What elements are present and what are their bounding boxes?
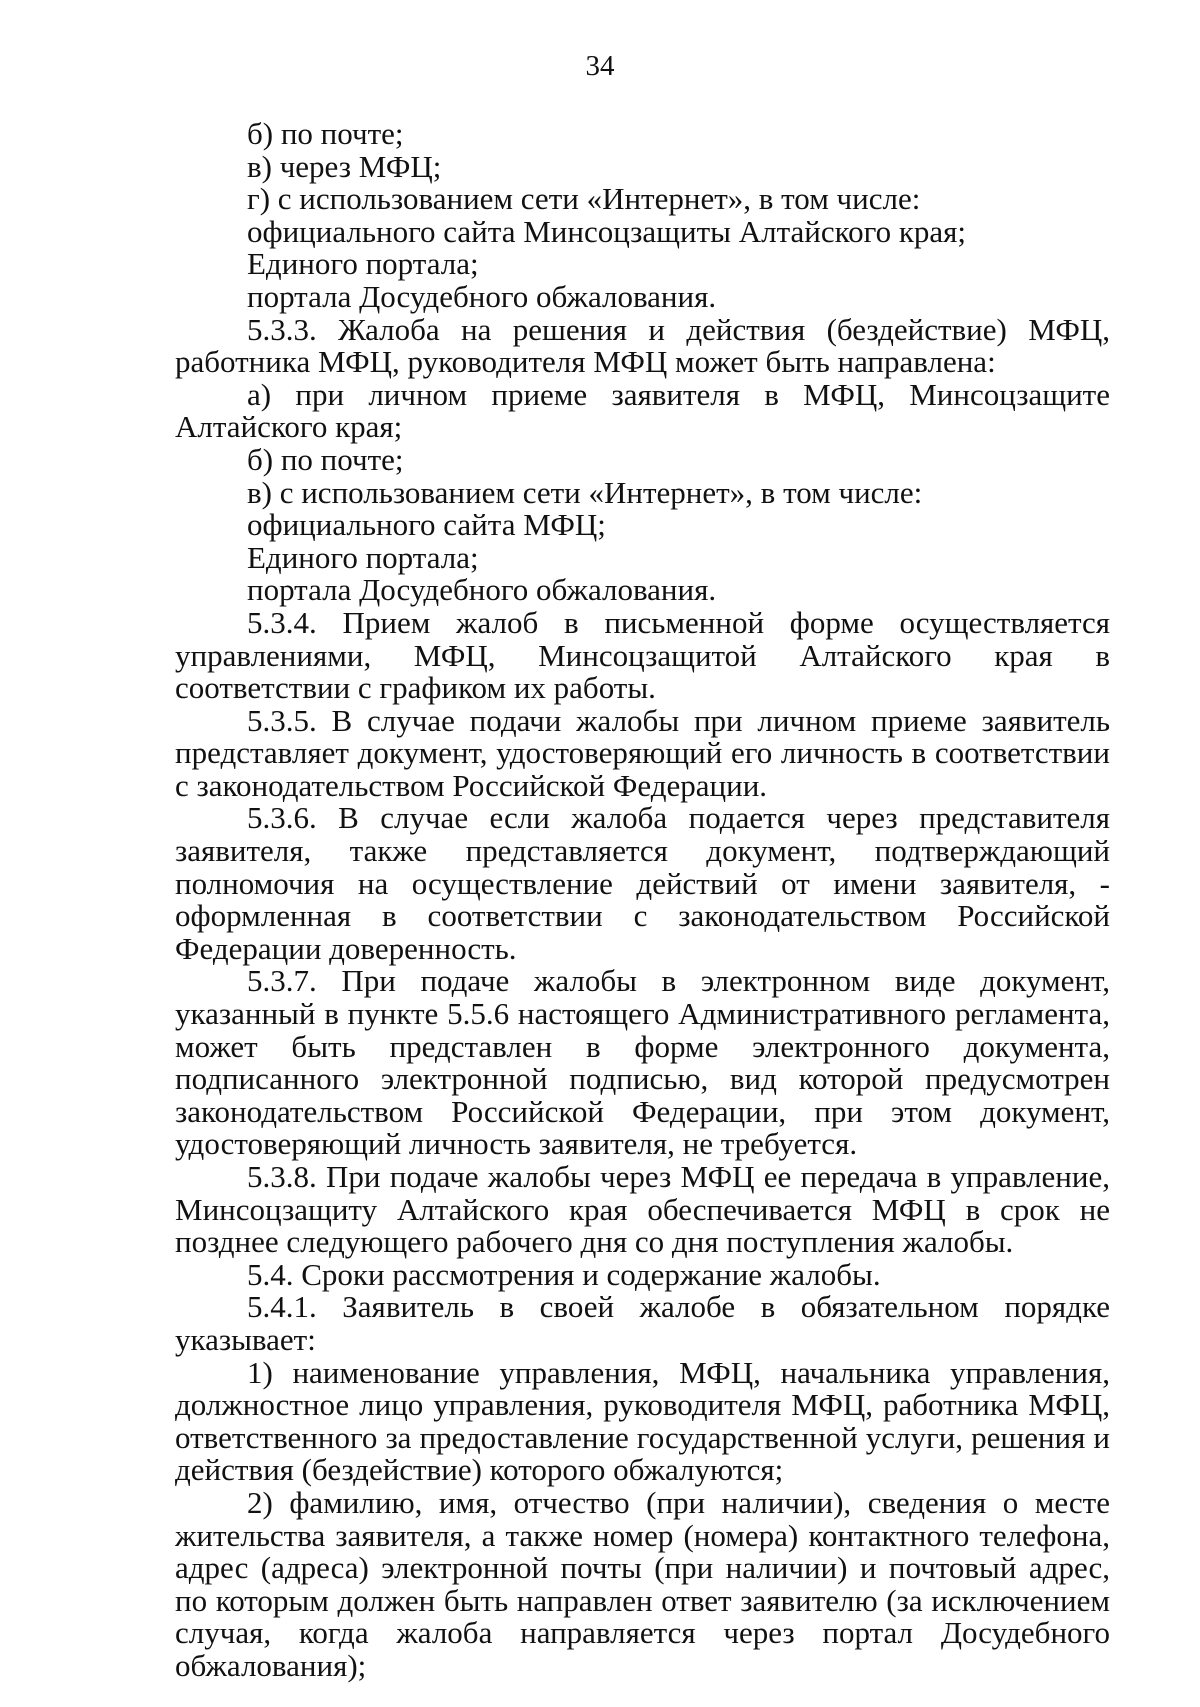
section-5-4-heading: 5.4. Сроки рассмотрения и содержание жалобы. xyxy=(247,1256,881,1292)
list-item-unified-portal-2: Единого портала; xyxy=(247,539,479,575)
list-item-internet: г) с использованием сети «Интернет», в том числе: xyxy=(247,181,921,217)
list-item-mfc: в) через МФЦ; xyxy=(247,148,442,184)
clause-5-3-8: 5.3.8. При подаче жалобы через МФЦ ее передача в управление, Минсоцзащиту Алтайского края обеспечивается МФЦ в срок не позднее следующего рабочего дня со дня поступления жалобы. xyxy=(175,1159,1110,1260)
list-item-post-2: б) по почте; xyxy=(247,441,404,477)
list-item-1: 1) наименование управления, МФЦ, начальника управления, должностное лицо управления, руководителя МФЦ, работника МФЦ, ответственного за предоставление государственной услуги, решения и действия (бездействие) которого обжалуются; xyxy=(175,1354,1110,1488)
page-number: 34 xyxy=(585,50,615,82)
list-item-internet-2: в) с использованием сети «Интернет», в том числе: xyxy=(247,474,923,510)
clause-5-3-5: 5.3.5. В случае подачи жалобы при личном приеме заявитель представляет документ, удостоверяющий его личность в соответствии с законодательством Российской Федерации. xyxy=(175,702,1110,803)
list-item-official-site: официального сайта Минсоцзащиты Алтайского края; xyxy=(247,213,967,249)
clause-5-3-4: 5.3.4. Прием жалоб в письменной форме осуществляется управлениями, МФЦ, Минсоцзащитой Алтайского края в соответствии с графиком их работы. xyxy=(175,604,1110,706)
document-body xyxy=(175,118,1110,1683)
clause-5-3-3: 5.3.3. Жалоба на решения и действия (бездействие) МФЦ, работника МФЦ, руководителя МФЦ может быть направлена: xyxy=(175,311,1110,380)
clause-5-3-7: 5.3.7. При подаче жалобы в электронном виде документ, указанный в пункте 5.5.6 настоящего Административного регламента, может быть представлен в форме электронного документа, подписанного электронной подписью, вид которой предусмотрен законодательством Российской Федерации, при этом документ, удостоверяющий личность заявителя, не требуется. xyxy=(175,963,1110,1162)
list-item-pretrial-portal: портала Досудебного обжалования. xyxy=(247,278,717,314)
list-item-2: 2) фамилию, имя, отчество (при наличии), сведения о месте жительства заявителя, а также номер (номера) контактного телефона, адрес (адреса) электронной почты (при наличии) и почтовый адрес, по которым должен быть направлен ответ заявителю (за исключением случая, когда жалоба направляется через портал Досудебного обжалования); xyxy=(175,1484,1110,1683)
list-item-unified-portal: Единого портала; xyxy=(247,246,479,282)
list-item-personal-reception: а) при личном приеме заявителя в МФЦ, Минсоцзащите Алтайского края; xyxy=(175,376,1110,445)
list-item-mfc-site: официального сайта МФЦ; xyxy=(247,507,606,543)
list-item-pretrial-portal-2: портала Досудебного обжалования. xyxy=(247,572,717,608)
clause-5-3-6: 5.3.6. В случае если жалоба подается через представителя заявителя, также представляется документ, подтверждающий полномочия на осуществление действий от имени заявителя, - оформленная в соответствии с законодательством Российской Федерации доверенность. xyxy=(175,800,1110,966)
list-item-post: б) по почте; xyxy=(247,116,404,151)
clause-5-4-1: 5.4.1. Заявитель в своей жалобе в обязательном порядке указывает: xyxy=(175,1289,1110,1357)
